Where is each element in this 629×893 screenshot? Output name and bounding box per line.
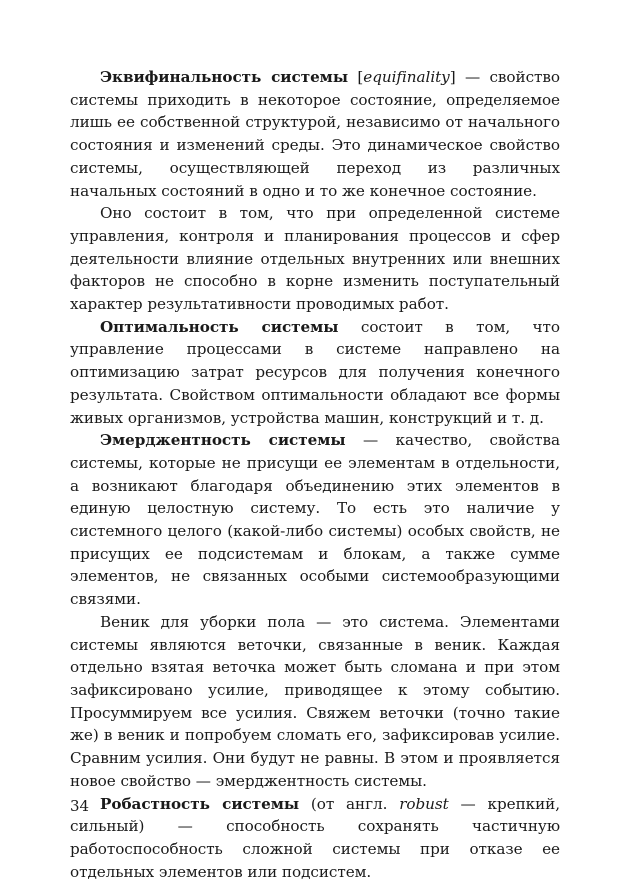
term-emergence: Эмерджентность системы [100,431,346,450]
term-robustness: Робастность системы [100,794,300,813]
term-english: robust [399,794,449,813]
paragraph-text: Оно состоит в том, что при определенной системе управления, контроля и планирования процессов и сфер деятельности влияние отдельных внутренних или внешних факторов не способно в корне изменить поступательный характер результативности проводимых работ. [70,204,560,314]
term-equifinality: Эквифинальность системы [100,68,348,86]
term-english-open: [ [348,68,364,86]
definition-text: — крепкий, сильный) — способность сохранять частичную работоспособность сложной системы при отказе ее отдельных элементов или подсистем. [70,794,561,881]
term-english: equifinality [363,68,450,86]
paragraph-optimality [70,316,560,430]
term-optimality: Оптимальность системы [100,317,339,336]
paragraph-robustness [70,793,560,884]
paragraph-text: Веник для уборки пола — это система. Элементами системы являются веточки, связанные в веник. Каждая отдельно взятая веточка может быть сломана и при этом зафиксировано усилие, приводящее к этому событию. Просуммируем все усилия. Свяжем веточки (точно такие же) в веник и попробуем сломать его, зафиксировав усилие. Сравним усилия. Они будут не равны. В этом и проявляется новое свойство — эмерджентность системы. [70,612,560,790]
page-number: 34 [70,797,90,815]
term-english-open: (от англ. [299,794,400,813]
definition-text: — качество, свойства системы, которые не присущи ее элементам в отдельности, а возникают благодаря объединению этих элементов в единую целостную систему. То есть это наличие у системного целого (какой-либо системы) особых свойств, не присущих ее подсистемам и блокам, а также сумме элементов, не связанных особыми системообразующими связями. [70,431,560,609]
paragraph-equifinality-explanation [70,202,560,316]
paragraph-emergence [70,429,560,611]
page-body [70,66,560,883]
definition-text: ] — свойство системы приходить в некоторое состояние, определяемое лишь ее собственной структурой, независимо от начального состояния и изменений среды. Это динамическое свойство системы, осуществляющей переход из различных начальных состояний в одно и то же конечное состояние. [70,68,560,200]
definition-text: состоит в том, что управление процессами в системе направлено на оптимизацию затрат ресурсов для получения конечного результата. Свойством оптимальности обладают все формы живых организмов, устройства машин, конструкций и т. д. [70,317,560,427]
paragraph-equifinality [70,66,560,202]
paragraph-broom-example [70,611,560,793]
